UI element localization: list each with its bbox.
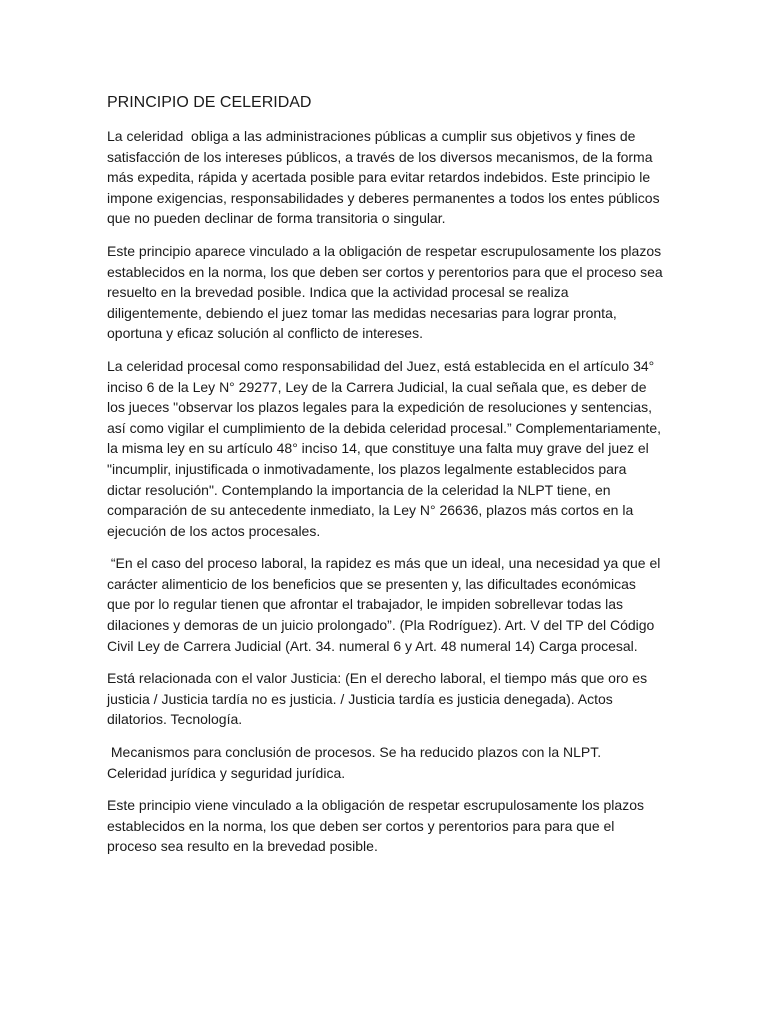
- paragraph-valor-justicia: Está relacionada con el valor Justicia: (En el derecho laboral, el tiempo más que oro es justicia / Justicia tardía no es justicia. / Justicia tardía es justicia denegada). Actos dilatorios. Tecnología.: [107, 670, 651, 728]
- paragraph-conclusion: Este principio viene vinculado a la obligación de respetar escrupulosamente los plazos establecidos en la norma, los que deben ser cortos y perentorios para para que el proceso sea resulto en la brevedad posible.: [107, 797, 648, 855]
- paragraph-responsabilidad-juez: La celeridad procesal como responsabilidad del Juez, está establecida en el artículo 34° inciso 6 de la Ley N° 29277, Ley de la Carrera Judicial, la cual señala que, es deber de los jueces "observar los plazos legales para la expedición de resoluciones y sentencias, así como vigilar el cumplimiento de la debida celeridad procesal.” Complementariamente, la misma ley en su artículo 48° inciso 14, que constituye una falta muy grave del juez el "incumplir, injustificada o inmotivadamente, los plazos legalmente establecidos para dictar resolución". Contemplando la importancia de la celeridad la NLPT tiene, en comparación de su antecedente inmediato, la Ley N° 26636, plazos más cortos en la ejecución de los actos procesales.: [107, 357, 665, 539]
- paragraph-plazos: Este principio aparece vinculado a la obligación de respetar escrupulosamente los plazos establecidos en la norma, los que deben ser cortos y perentorios para que el proceso sea resuelto en la brevedad posible. Indica que la actividad procesal se realiza diligentemente, debiendo el juez tomar las medidas necesarias para lograr pronta, oportuna y eficaz solución al conflicto de intereses.: [107, 242, 667, 342]
- paragraph-definition: La celeridad obliga a las administraciones públicas a cumplir sus objetivos y fines de satisfacción de los intereses públicos, a través de los diversos mecanismos, de la forma más expedita, rápida y acertada posible para evitar retardos indebidos. Este principio le impone exigencias, responsabilidades y deberes permanentes a todos los entes públicos que no pueden declinar de forma transitoria o singular.: [107, 128, 664, 227]
- document-page: [107, 92, 667, 869]
- document-title: PRINCIPIO DE CELERIDAD: [107, 94, 312, 111]
- paragraph-proceso-laboral: “En el caso del proceso laboral, la rapidez es más que un ideal, una necesidad ya que el carácter alimenticio de los beneficios que se presenten y, las dificultades económicas que por lo regular tienen que afrontar el trabajador, le impiden sobrellevar todas las dilaciones y demoras de un juicio prolongado”. (Pla Rodríguez). Art. V del TP del Código Civil Ley de Carrera Judicial (Art. 34. numeral 6 y Art. 48 numeral 14) Carga procesal.: [107, 555, 665, 654]
- paragraph-mecanismos: Mecanismos para conclusión de procesos. Se ha reducido plazos con la NLPT. Celeridad jurídica y seguridad jurídica.: [107, 744, 606, 781]
